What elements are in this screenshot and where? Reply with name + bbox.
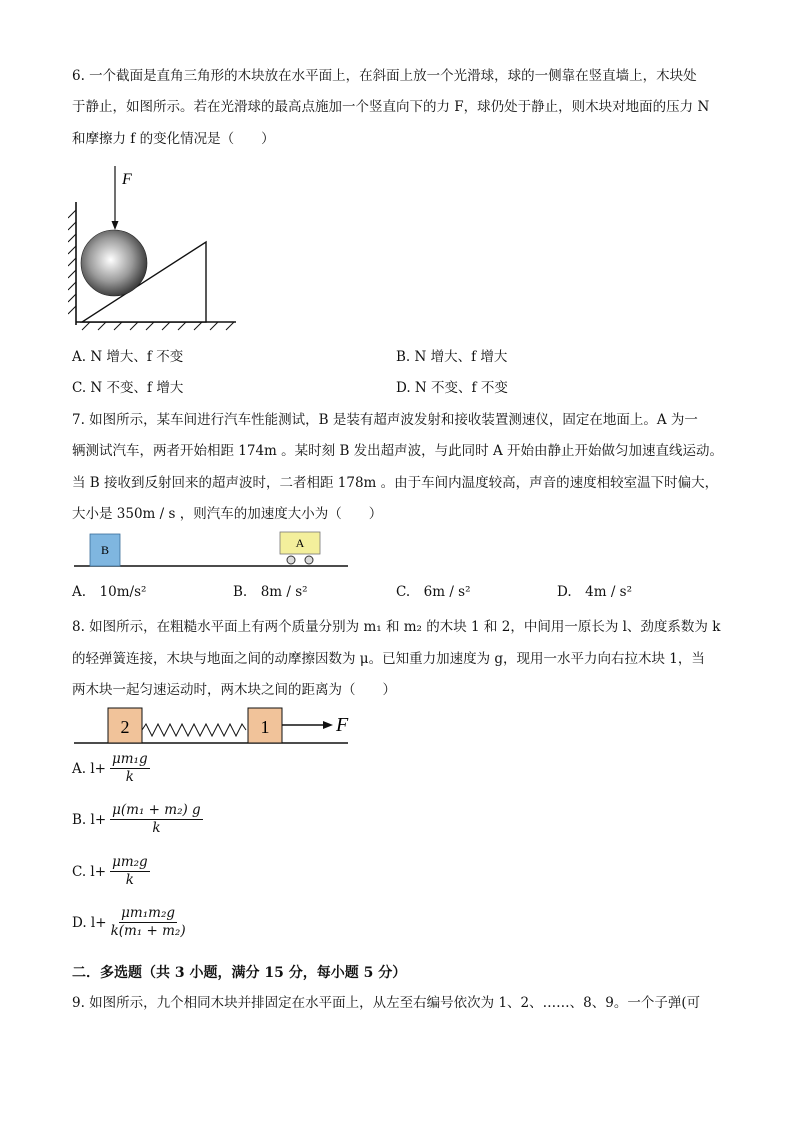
q7-option-a[interactable]: A. 10m/s² <box>72 584 147 600</box>
q8-option-c[interactable] <box>72 854 150 889</box>
ground <box>76 322 236 330</box>
car-wheel <box>305 556 313 564</box>
fraction <box>110 802 203 837</box>
q6-text-line-2: 于静止，如图所示。若在光滑球的最高点施加一个竖直向下的力 F，球仍处于静止，则木块对地面的压力 N <box>72 99 710 115</box>
q7-text-line-3: 当 B 接收到反射回来的超声波时，二者相距 178m 。由于车间内温度较高，声音的速度相较室温下时偏大， <box>72 475 719 491</box>
q7-text-line-4: 大小是 350m / s ，则汽车的加速度大小为（ ） <box>72 506 383 522</box>
numerator: μm₁m₂g <box>121 905 175 921</box>
pull-force-arrow <box>282 721 333 729</box>
car-wheel <box>287 556 295 564</box>
q6-option-c[interactable]: C. N 不变、f 增大 <box>72 380 184 396</box>
q6-option-b[interactable]: B. N 增大、f 增大 <box>396 349 508 365</box>
q9-text-line-1: 9. 如图所示，九个相同木块并排固定在水平面上，从左至右编号依次为 1、2、……、8、9。一个子弹(可 <box>72 995 701 1011</box>
q6-text-line-3: 和摩擦力 f 的变化情况是（ ） <box>72 131 275 147</box>
q8-option-b[interactable] <box>72 802 203 837</box>
q6-option-a[interactable]: A. N 增大、f 不变 <box>72 349 184 365</box>
numerator: μm₁g <box>111 751 148 767</box>
q6-figure <box>68 162 243 334</box>
option-label: B. l+ <box>72 811 107 828</box>
option-label: C. l+ <box>72 863 107 880</box>
q8-text-line-3: 两木块一起匀速运动时，两木块之间的距离为（ ） <box>72 682 396 698</box>
box-b-label: B <box>100 543 110 557</box>
numerator: μm₂g <box>112 854 148 870</box>
wall <box>68 202 76 325</box>
fraction <box>110 751 150 786</box>
block-2-label: 2 <box>120 717 130 737</box>
force-label-f: F <box>122 171 132 188</box>
denominator: k <box>152 820 161 836</box>
q7-text-line-1: 7. 如图所示，某车间进行汽车性能测试，B 是装有超声波发射和接收装置测速仪，固定在地面上。A 为一 <box>72 412 698 428</box>
force-label-f: F <box>336 714 349 736</box>
numerator: μ(m₁ + m₂) g <box>112 802 201 818</box>
block-1-label: 1 <box>260 717 270 737</box>
q8-text-line-2: 的轻弹簧连接，木块与地面之间的动摩擦因数为 μ。已知重力加速度为 g，现用一水平力向右拉木块 1，当 <box>72 651 705 667</box>
q7-figure <box>68 528 352 572</box>
section-heading: 二．多选题（共 3 小题，满分 15 分，每小题 5 分） <box>72 965 407 981</box>
denominator: k <box>125 769 134 785</box>
q8-figure <box>72 704 362 746</box>
q7-text-line-2: 辆测试汽车，两者开始相距 174m 。某时刻 B 发出超声波，与此同时 A 开始由静止开始做匀加速直线运动。 <box>72 443 723 459</box>
spring <box>142 724 246 736</box>
option-label: A. l+ <box>72 760 106 777</box>
fraction <box>110 854 150 889</box>
q8-option-a[interactable] <box>72 751 150 786</box>
force-arrow <box>112 166 119 230</box>
q7-option-b[interactable]: B. 8m / s² <box>233 584 308 600</box>
q8-text-line-1: 8. 如图所示，在粗糙水平面上有两个质量分别为 m₁ 和 m₂ 的木块 1 和 2，中间用一原长为 l、劲度系数为 k <box>72 619 721 635</box>
q7-option-c[interactable]: C. 6m / s² <box>396 584 471 600</box>
car-a-label: A <box>295 536 305 550</box>
smooth-ball <box>81 230 147 296</box>
denominator: k <box>125 872 134 888</box>
q7-option-d[interactable]: D. 4m / s² <box>557 584 632 600</box>
q6-text-line-1: 6. 一个截面是直角三角形的木块放在水平面上，在斜面上放一个光滑球，球的一侧靠在竖直墙上，木块处 <box>72 68 697 84</box>
option-label: D. l+ <box>72 914 107 931</box>
q8-option-d[interactable] <box>72 905 186 940</box>
q6-option-d[interactable]: D. N 不变、f 不变 <box>396 380 508 396</box>
fraction <box>111 905 186 940</box>
denominator: k(m₁ + m₂) <box>110 923 186 939</box>
